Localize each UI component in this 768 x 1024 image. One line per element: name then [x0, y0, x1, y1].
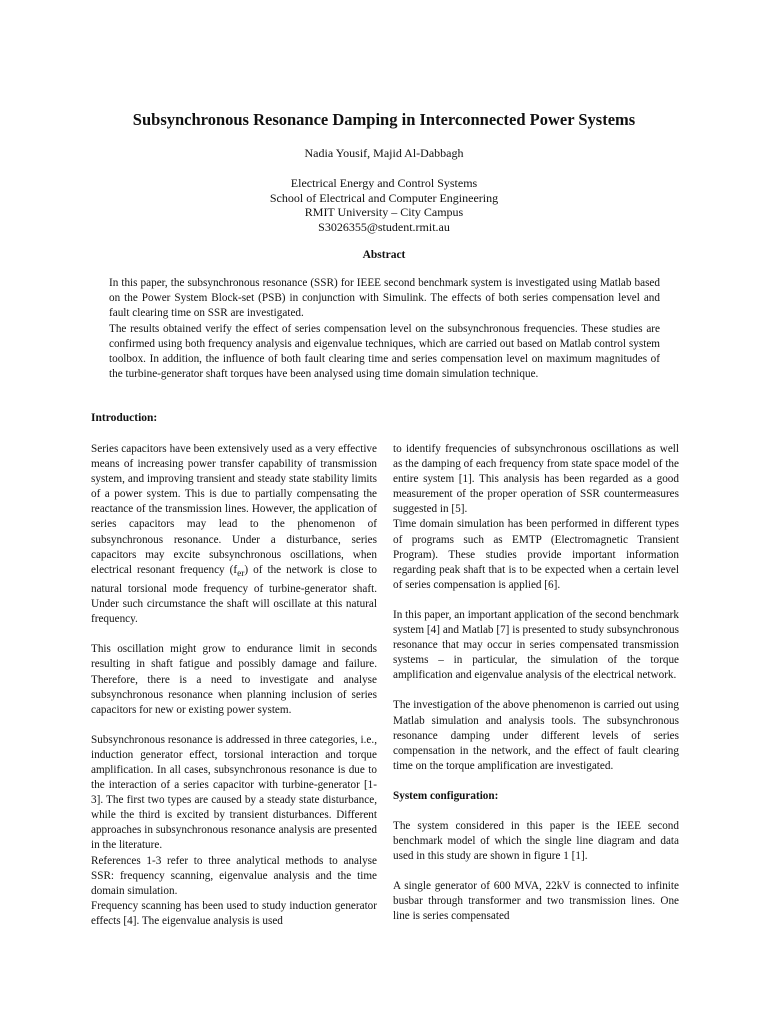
abstract-paragraph: The results obtained verify the effect of series compensation level on the subsynchronous frequencies. These studies are confirmed using both frequency analysis and eigenvalue techniques, which are carried out based on Matlab control system toolbox. In addition, the influence of both fault clearing time and series compensation level on maximum magnitudes of the turbine-generator shaft torques have been analysed using time domain simulation technique.	[109, 322, 660, 381]
abstract-heading: Abstract	[362, 249, 406, 261]
body-paragraph: In this paper, an important application of the second benchmark system [4] and Matlab [7] is presented to study subsynchronous resonance that may occur in series compensated transmission systems – in particular, the simulation of the torque amplification and eigenvalue analysis of the electrical network.	[393, 608, 679, 682]
affiliation-school: School of Electrical and Computer Engineering	[269, 190, 499, 205]
subscript: er	[237, 568, 245, 579]
body-paragraph: Frequency scanning has been used to study induction generator effects [4]. The eigenvalue analysis is used	[91, 899, 377, 927]
abstract-body	[109, 276, 660, 382]
affiliation-block	[0, 176, 768, 234]
paragraph-text: ) of the network is close to natural torsional mode frequency of turbine-generator shaft. Under such circumstance the shaft will oscillate at this natural frequency.	[91, 563, 378, 626]
system-configuration-heading: System configuration:	[393, 789, 499, 802]
introduction-heading: Introduction:	[91, 412, 158, 424]
abstract-paragraph: In this paper, the subsynchronous resonance (SSR) for IEEE second benchmark system is investigated using Matlab based on the Power System Block-set (PSB) in conjunction with Simulink. The effects of both series compensation level and fault clearing time on SSR are investigated.	[109, 277, 660, 320]
body-paragraph: This oscillation might grow to endurance limit in seconds resulting in shaft fatigue and possibly damage and failure. Therefore, there is a need to investigate and analyse subsynchronous resonance when planning inclusion of series capacitors for new or existing power system.	[91, 643, 377, 716]
paper-title: Subsynchronous Resonance Damping in Interconnected Power Systems	[132, 110, 636, 129]
affiliation-department: Electrical Energy and Control Systems	[290, 176, 478, 190]
body-paragraph: Time domain simulation has been performed in different types of programs such as EMTP (Electromagnetic Transient Program). These studies provide important information regarding peak shaft that is to be expected when a certain level of series compensation is applied [6].	[393, 518, 679, 591]
paragraph-text: Series capacitors have been extensively used as a very effective means of increasing power transfer capability of transmission system, and improving transient and steady state stability limits of a power system. This is due to partially compensating the reactance of the transmission lines. However, the application of series capacitors may lead to the phenomenon of subsynchronous resonance. Under a disturbance, series capacitors may excite subsynchronous oscillations, when electrical resonant frequency (f	[91, 443, 377, 576]
affiliation-university: RMIT University – City Campus	[304, 205, 464, 220]
author-email: S3026355@student.rmit.au	[318, 219, 450, 234]
left-column	[91, 442, 377, 929]
body-paragraph: The system considered in this paper is the IEEE second benchmark model of which the single line diagram and data used in this study are shown in figure 1 [1].	[393, 819, 679, 863]
body-paragraph: A single generator of 600 MVA, 22kV is connected to infinite busbar through transformer and two transmission lines. One line is series compensated	[393, 880, 679, 923]
body-paragraph	[91, 442, 377, 627]
body-paragraph: Subsynchronous resonance is addressed in three categories, i.e., induction generator effect, torsional interaction and torque amplification. In all cases, subsynchronous resonance is due to the interaction of a series capacitor with turbine-generator [1-3]. The first two types are caused by a steady state disturbance, while the third is excited by transient disturbances. Different approaches in subsynchronous resonance analysis are presented in the literature.	[91, 733, 377, 852]
body-paragraph: to identify frequencies of subsynchronous oscillations as well as the damping of each frequency from state space model of the entire system [1]. This analysis has been regarded as a good measurement of the proper operation of SSR countermeasures suggested in [5].	[393, 443, 679, 516]
right-column	[393, 442, 679, 925]
paper-authors: Nadia Yousif, Majid Al-Dabbagh	[304, 146, 464, 160]
body-paragraph: The investigation of the above phenomenon is carried out using Matlab simulation and analysis tools. The subsynchronous resonance damping under different levels of series compensation in the network, and the effect of fault clearing time on the torque amplification are investigated.	[393, 699, 679, 772]
body-paragraph: References 1-3 refer to three analytical methods to analyse SSR: frequency scanning, eigenvalue analysis and the time domain simulation.	[91, 854, 377, 897]
